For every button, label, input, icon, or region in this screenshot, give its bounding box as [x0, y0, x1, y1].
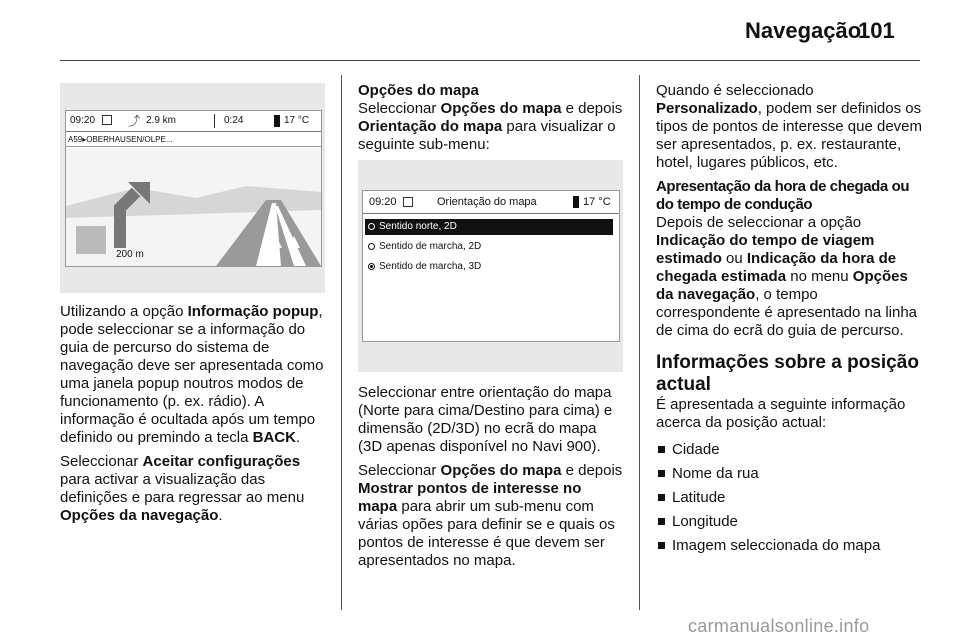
radio-selected-icon [368, 263, 375, 270]
page-number: 101 [858, 18, 895, 43]
temperature: 17 °C [583, 196, 611, 208]
column-divider-left [341, 75, 342, 610]
paragraph-map-orientation: Seleccionar Opções do mapa e depois Orientação do mapa para visualizar o seguinte sub-menu: [358, 100, 623, 153]
map-orientation-screen [362, 190, 620, 342]
middle-column-top [358, 82, 623, 160]
left-column [60, 303, 325, 531]
map-orientation-figure [358, 160, 623, 372]
paragraph-points-of-interest: Seleccionar Opções do mapa e depois Mostrar pontos de interesse no mapa para abrir um sub-menu com várias opões para definir se e quais os pontos de interesse é que devem ser apresentados no mapa. [358, 462, 623, 569]
temperature: 17 °C [284, 115, 310, 126]
paragraph-orientation-choice: Seleccionar entre orientação do mapa (Norte para cima/Destino para cima) e dimensão (2D/3D) no ecrã do mapa (3D apenas disponível no Navi 900). [358, 384, 613, 455]
list-item: Longitude [656, 510, 922, 534]
menu-title: Orientação do mapa [437, 196, 537, 208]
map-options-heading: Opções do mapa [358, 82, 479, 99]
thermometer-icon [274, 115, 280, 127]
guidance-map [66, 148, 321, 266]
building-icon [76, 226, 106, 254]
remaining-distance: 2.9 km [146, 115, 177, 126]
list-item: Latitude [656, 486, 922, 510]
menu-title-bar [363, 191, 619, 214]
watermark: carmanualsonline.info [688, 616, 870, 636]
divider [214, 114, 215, 128]
middle-column-bottom [358, 384, 623, 576]
page-header [0, 0, 960, 62]
paragraph-arrival-time: Depois de seleccionar a opção Indicação do tempo de viagem estimado ou Indicação da hora de chegada estimada no menu Opções da navegação, o tempo correspondente é apresentado na linha de cima do ecrã do guia de percurso. [656, 214, 918, 339]
option-heading-up-3d[interactable]: Sentido de marcha, 3D [365, 259, 613, 275]
current-position-heading: Informações sobre a posição actual [656, 352, 919, 395]
guidance-status-bar [66, 111, 321, 132]
guidance-screen-figure [60, 83, 325, 293]
position-info-list [656, 438, 922, 558]
route-distance-icon: ⤴ [128, 114, 141, 128]
column-divider-right [639, 75, 640, 610]
right-column [656, 82, 922, 558]
thermometer-icon [573, 196, 579, 208]
guidance-screen [65, 110, 322, 267]
paragraph-info-popup: Utilizando a opção Informação popup, pode seleccionar se a informação do guia de percurso do sistema de navegação deve ser apresentada como uma janela popup noutros modos de funcionamento (p. ex. rádio). A informação é ocultada após um tempo definido ou premindo a tecla BACK. [60, 303, 324, 446]
header-title: Navegação [745, 18, 862, 43]
option-heading-up-2d[interactable]: Sentido de marcha, 2D [365, 239, 613, 255]
paragraph-custom-poi: Quando é seleccionado Personalizado, podem ser definidos os tipos de pontos de interesse que devem ser apresentados, p. ex. restaurante, hotel, lugares públicos, etc. [656, 82, 923, 171]
clock: 09:20 [70, 115, 96, 126]
compass-icon [403, 197, 413, 207]
list-item: Nome da rua [656, 462, 922, 486]
header-rule [60, 60, 920, 61]
list-item: Cidade [656, 438, 922, 462]
radio-icon [368, 243, 375, 250]
option-north-up-2d[interactable]: Sentido norte, 2D [365, 219, 613, 235]
next-maneuver-distance: 200 m [116, 249, 144, 260]
compass-icon [102, 115, 112, 125]
remaining-time: 0:24 [224, 115, 244, 126]
road-name: A59▸OBERHAUSEN/OLPE... [66, 132, 321, 147]
paragraph-current-position: É apresentada a seguinte informação acerca da posição actual: [656, 396, 906, 431]
radio-icon [368, 223, 375, 230]
clock: 09:20 [369, 196, 397, 208]
paragraph-accept-settings: Seleccionar Aceitar configurações para activar a visualização das definições e para regressar ao menu Opções da navegação. [60, 453, 305, 524]
list-item: Imagem seleccionada do mapa [656, 534, 922, 558]
arrival-time-heading: Apresentação da hora de chegada ou do tempo de condução [656, 178, 910, 213]
